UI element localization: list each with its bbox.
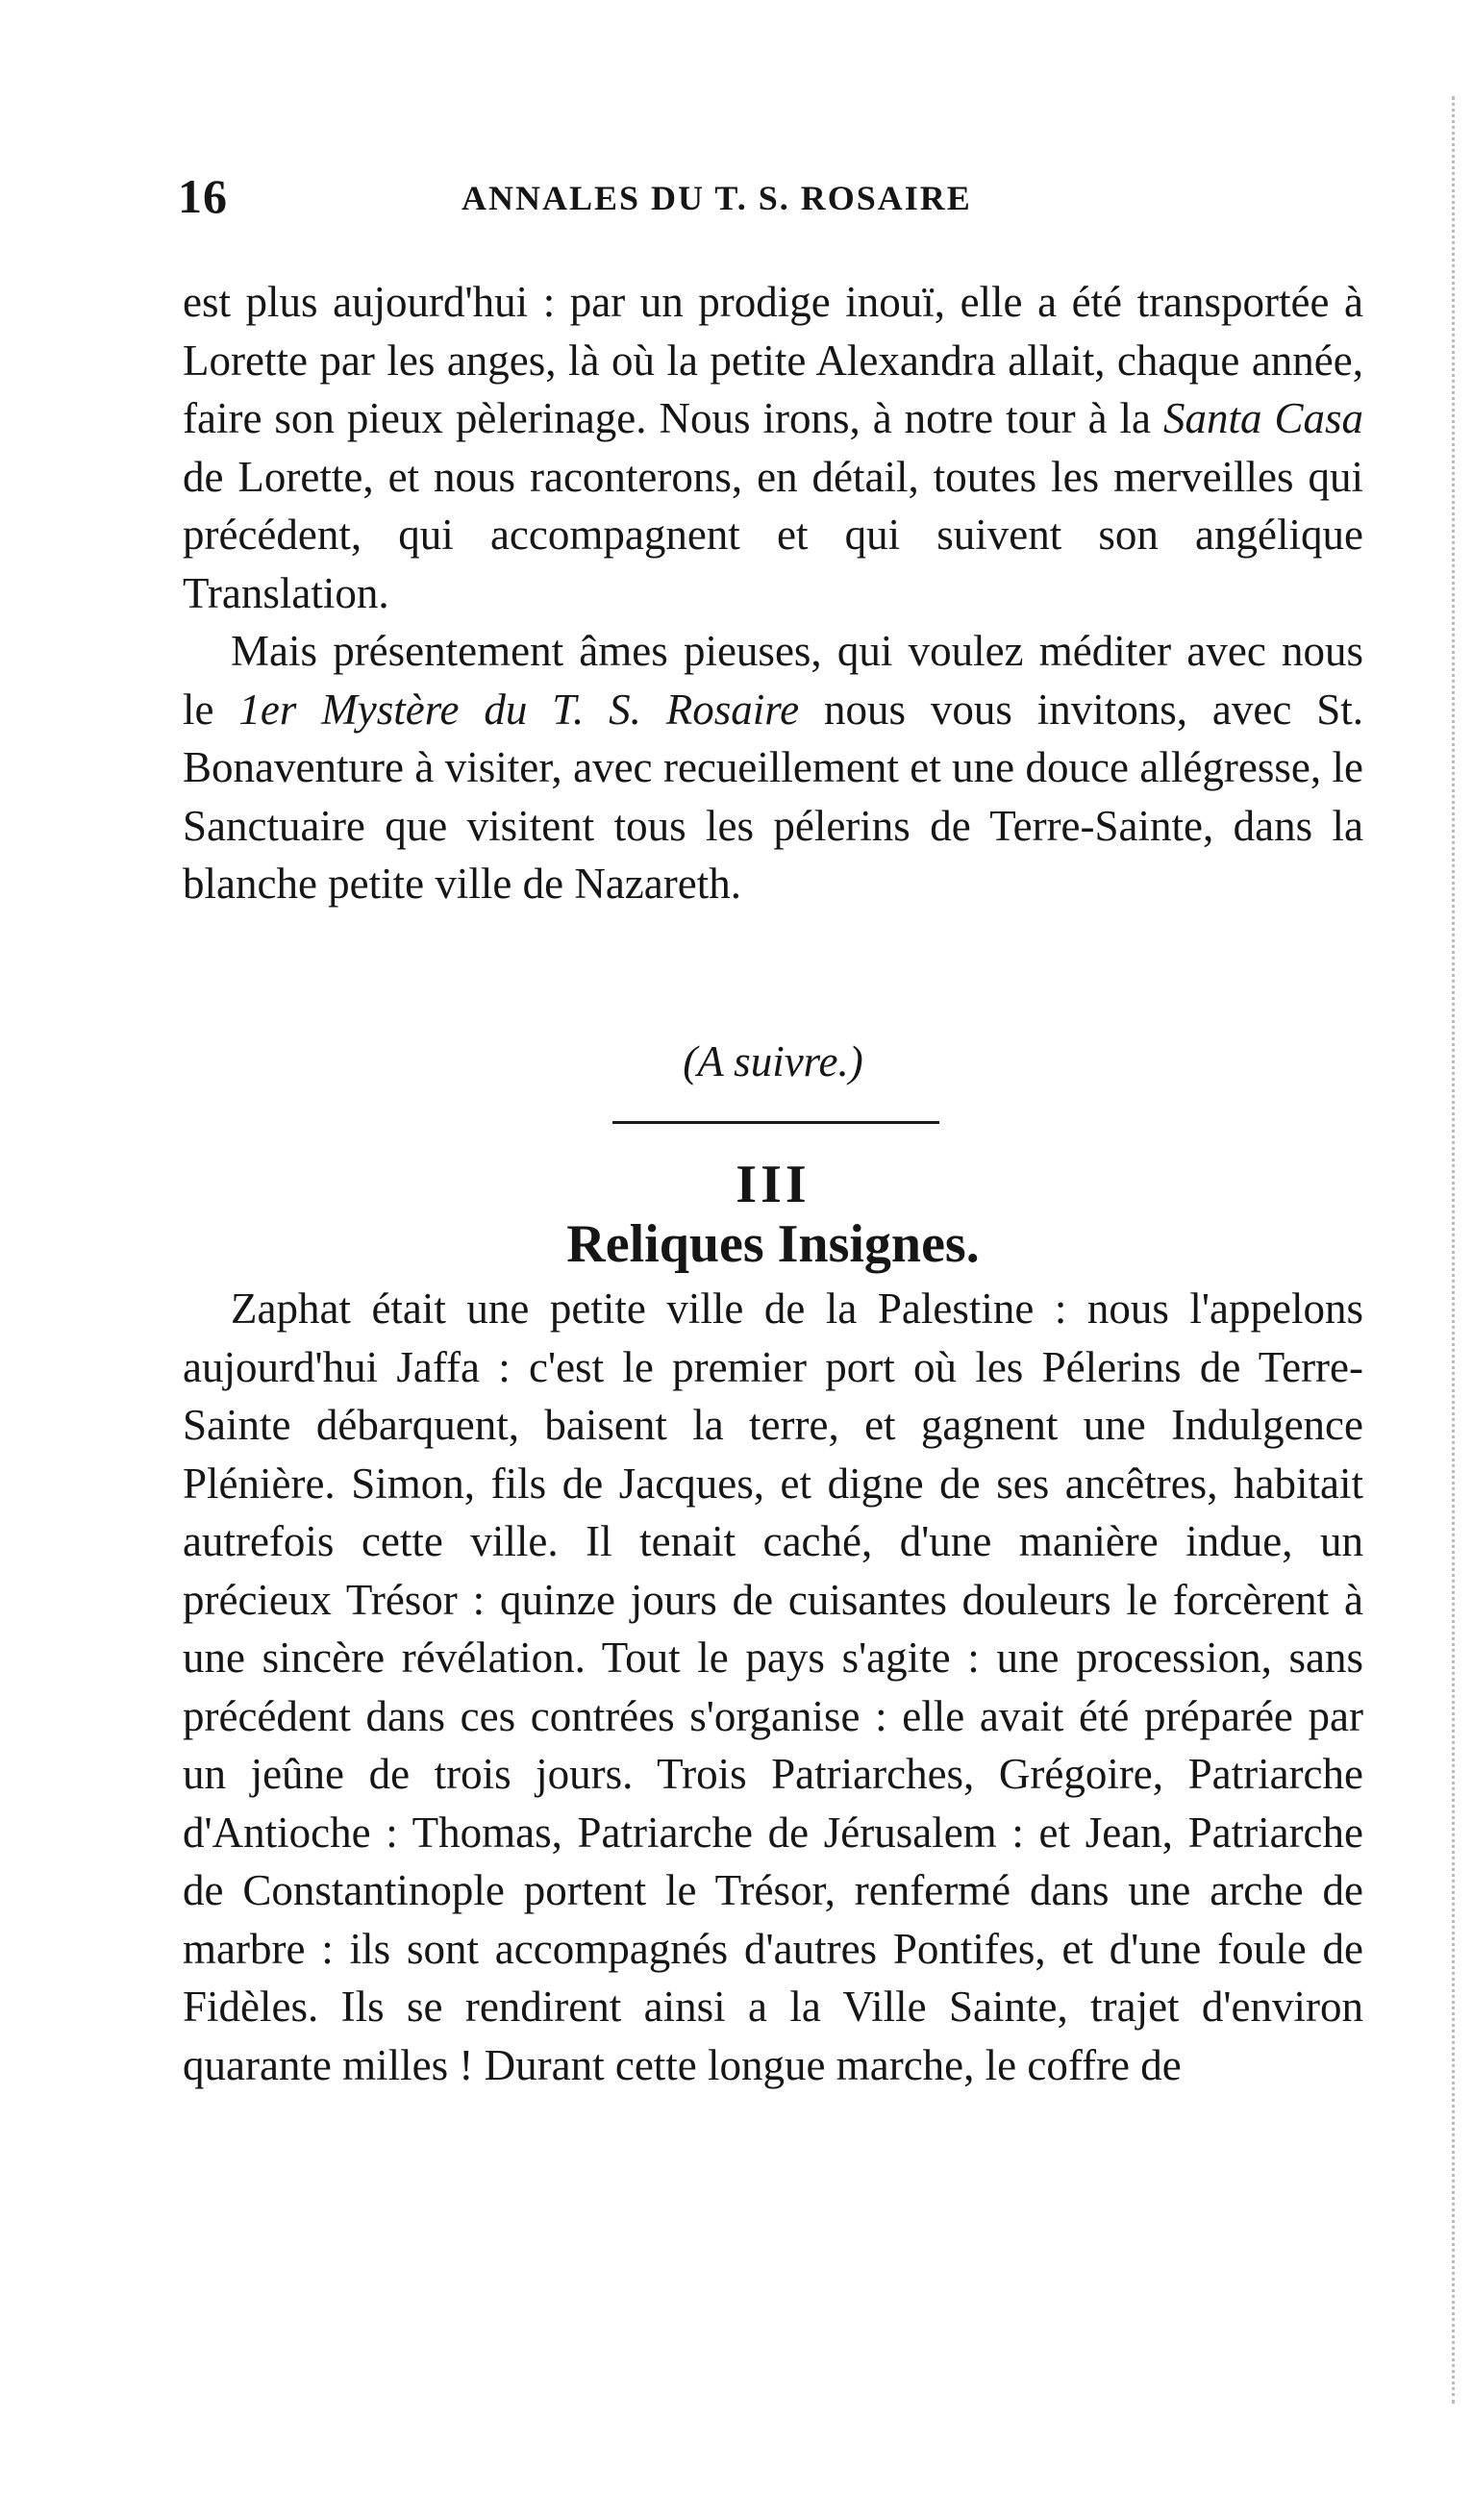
page-number: 16 <box>178 169 228 223</box>
italic-phrase: Santa Casa <box>1162 394 1363 442</box>
section-body <box>183 1280 1363 2094</box>
section-divider <box>612 1121 939 1124</box>
paragraph <box>183 622 1363 913</box>
page-header <box>178 168 1370 236</box>
paragraph-text: de Lorette, et nous raconterons, en détail, toutes les merveilles qui précédent, qui accompagnent et qui suivent son angélique Translation. <box>183 452 1363 617</box>
paragraph: Zaphat était une petite ville de la Palestine : nous l'appelons aujourd'hui Jaffa : c'est le premier port où les Pélerins de Terre-Sainte débarquent, baisent la terre, et gagnent une Indulgence Plénière. Simon, fils de Jacques, et digne de ses ancêtres, habitait autrefois cette ville. Il tenait caché, d'une manière indue, un précieux Trésor : quinze jours de cuisantes douleurs le forcèrent à une sincère révélation. Tout le pays s'agite : une procession, sans précédent dans ces contrées s'organise : elle avait été préparée par un jeûne de trois jours. Trois Patriarches, Grégoire, Patriarche d'Antioche : Thomas, Patriarche de Jérusalem : et Jean, Patriarche de Constantinople portent le Trésor, renfermé dans une arche de marbre : ils sont accompagnés d'autres Pontifes, et d'une foule de Fidèles. Ils se rendirent ainsi a la Ville Sainte, trajet d'environ quarante milles ! Durant cette longue marche, le coffre de <box>183 1285 1363 2089</box>
italic-phrase: 1er Mystère du T. S. Rosaire <box>238 685 800 734</box>
to-be-continued-note: (A suivre.) <box>683 1037 863 1085</box>
paragraph <box>183 273 1363 622</box>
section-title: Reliques Insignes. <box>566 1214 980 1274</box>
paragraph-text: Mais présentement âmes pieuses, qui voulez méditer avec nous le <box>183 627 1363 734</box>
page-edge-shadow <box>1452 96 1472 2404</box>
section-number: III <box>736 1155 811 1214</box>
running-head: ANNALES DU T. S. ROSAIRE <box>462 179 972 217</box>
paragraph-text: nous vous invitons, avec St. Bonaventure à visiter, avec recueillement et une douce allégresse, le Sanctuaire que visitent tous les pélerins de Terre-Sainte, dans la blanche petite ville de Nazareth. <box>183 685 1363 908</box>
continuation-text <box>183 273 1363 913</box>
paragraph-text: est plus aujourd'hui : par un prodige inouï, elle a été transportée à Lorette par les anges, là où la petite Alexandra allait, chaque année, faire son pieux pèlerinage. Nous irons, à notre tour à la <box>183 278 1363 442</box>
